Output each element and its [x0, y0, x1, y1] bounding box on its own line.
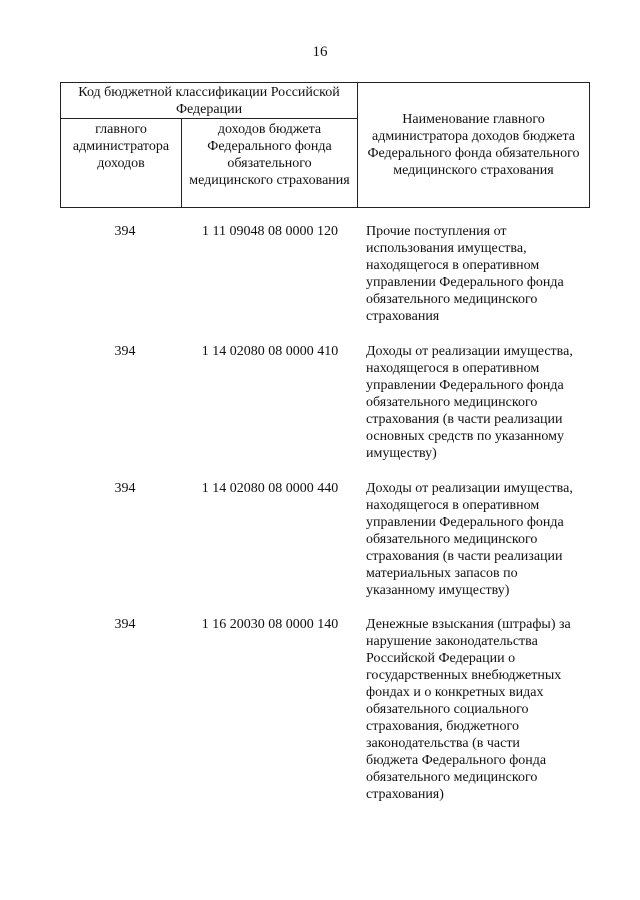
income-description: Прочие поступления от использования имущества, находящегося в оперативном управлении Федерального фонда обязательного медицинского страхования: [366, 224, 564, 324]
income-description: Доходы от реализации имущества, находящегося в оперативном управлении Федерального фонда обязательного медицинского страхования (в части реализации основных средств по указанному имуществу): [366, 344, 573, 461]
header-table: [60, 82, 590, 208]
header-income-column: доходов бюджета Федерального фонда обязательного медицинского страхования: [182, 119, 358, 208]
income-code: 1 14 02080 08 0000 410: [201, 344, 339, 359]
income-description: Денежные взыскания (штрафы) за нарушение законодательства Российской Федерации о государственных внебюджетных фондах и о конкретных видах обязательного социального страхования, бюджетного законодательства (в части бюджета Федерального фонда обязательного медицинского страхования): [366, 617, 571, 802]
header-name-column: Наименование главного администратора доходов бюджета Федерального фонда обязательного медицинского страхования: [358, 83, 590, 208]
page-number: 16: [312, 44, 328, 60]
admin-code: 394: [114, 344, 136, 359]
admin-code: 394: [114, 481, 136, 496]
admin-code: 394: [114, 224, 136, 239]
header-admin-column: главного администратора доходов: [61, 119, 182, 208]
income-code: 1 11 09048 08 0000 120: [202, 224, 338, 239]
income-code: 1 16 20030 08 0000 140: [201, 617, 339, 632]
admin-code: 394: [114, 617, 136, 632]
income-code: 1 14 02080 08 0000 440: [201, 481, 339, 496]
header-group-title: Код бюджетной классификации Российской Федерации: [61, 83, 358, 119]
income-description: Доходы от реализации имущества, находящегося в оперативном управлении Федерального фонда обязательного медицинского страхования (в части реализации материальных запасов по указанному имуществу): [366, 481, 573, 598]
